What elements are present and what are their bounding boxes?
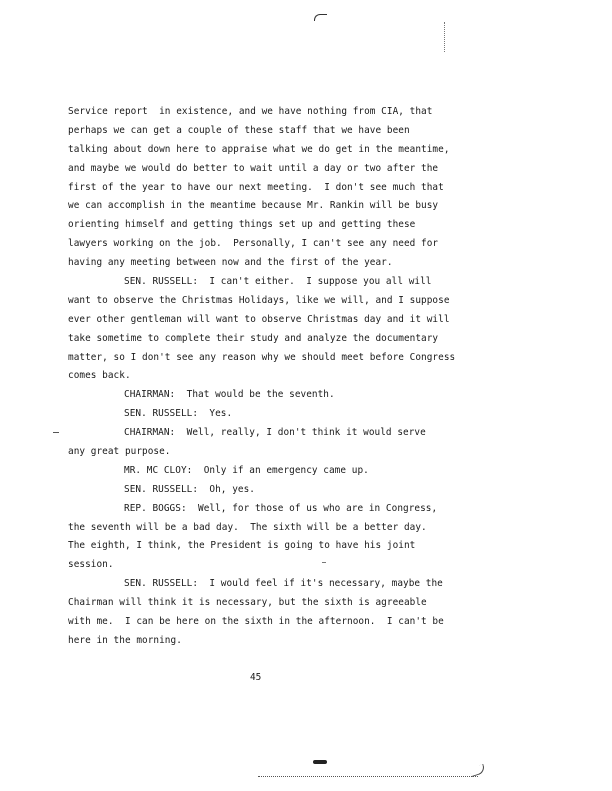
transcript-line: MR. MC CLOY: Only if an emergency came up. — [124, 464, 369, 476]
transcript-line: REP. BOGGS: Well, for those of us who are in Congress, — [124, 502, 438, 514]
transcript-line: The eighth, I think, the President is going to have his joint — [68, 540, 416, 552]
transcript-line: SEN. RUSSELL: Oh, yes. — [124, 483, 255, 495]
edge-scan-marks — [444, 22, 447, 52]
stray-dash-mark — [322, 562, 326, 563]
transcript-line: take sometime to complete their study and analyze the documentary — [68, 332, 439, 344]
transcript-line: first of the year to have our next meeting. I don't see much that — [68, 181, 444, 193]
transcript-line: having any meeting between now and the first of the year. — [68, 257, 393, 269]
page-number: 45 — [250, 672, 262, 683]
bottom-smudge-mark — [313, 760, 327, 764]
transcript-line: and maybe we would do better to wait until a day or two after the — [68, 162, 439, 174]
bottom-line-tail — [469, 764, 486, 777]
transcript-line: SEN. RUSSELL: I can't either. I suppose you all will — [124, 276, 432, 288]
transcript-line: want to observe the Christmas Holidays, like we will, and I suppose — [68, 294, 450, 306]
transcript-line: ever other gentleman will want to observe Christmas day and it will — [68, 313, 450, 325]
transcript-line: SEN. RUSSELL: Yes. — [124, 408, 233, 420]
transcript-line: Chairman will think it is necessary, but the sixth is agreeable — [68, 597, 427, 609]
transcript-line: we can accomplish in the meantime because Mr. Rankin will be busy — [68, 200, 439, 212]
transcript-line: session. — [68, 559, 114, 571]
transcript-line: CHAIRMAN: That would be the seventh. — [124, 389, 335, 401]
transcript-line: matter, so I don't see any reason why we should meet before Congress — [68, 351, 456, 363]
bottom-dotted-line — [258, 770, 478, 777]
transcript-line: talking about down here to appraise what we do get in the meantime, — [68, 143, 450, 155]
transcript-line: comes back. — [68, 370, 131, 382]
transcript-line: the seventh will be a bad day. The sixth will be a better day. — [68, 521, 427, 533]
margin-dash-mark — [53, 432, 59, 433]
top-scan-mark — [314, 14, 327, 21]
transcript-line: here in the morning. — [68, 634, 182, 646]
transcript-line: any great purpose. — [68, 446, 171, 458]
transcript-line: SEN. RUSSELL: I would feel if it's necessary, maybe the — [124, 578, 443, 590]
transcript-line: orienting himself and getting things set up and getting these — [68, 219, 416, 231]
transcript-line: perhaps we can get a couple of these staff that we have been — [68, 124, 410, 136]
transcript-line: CHAIRMAN: Well, really, I don't think it would serve — [124, 427, 426, 439]
transcript-body — [68, 103, 568, 651]
transcript-line: Service report in existence, and we have nothing from CIA, that — [68, 106, 433, 117]
transcript-line: lawyers working on the job. Personally, I can't see any need for — [68, 238, 439, 250]
transcript-line: with me. I can be here on the sixth in the afternoon. I can't be — [68, 616, 444, 628]
